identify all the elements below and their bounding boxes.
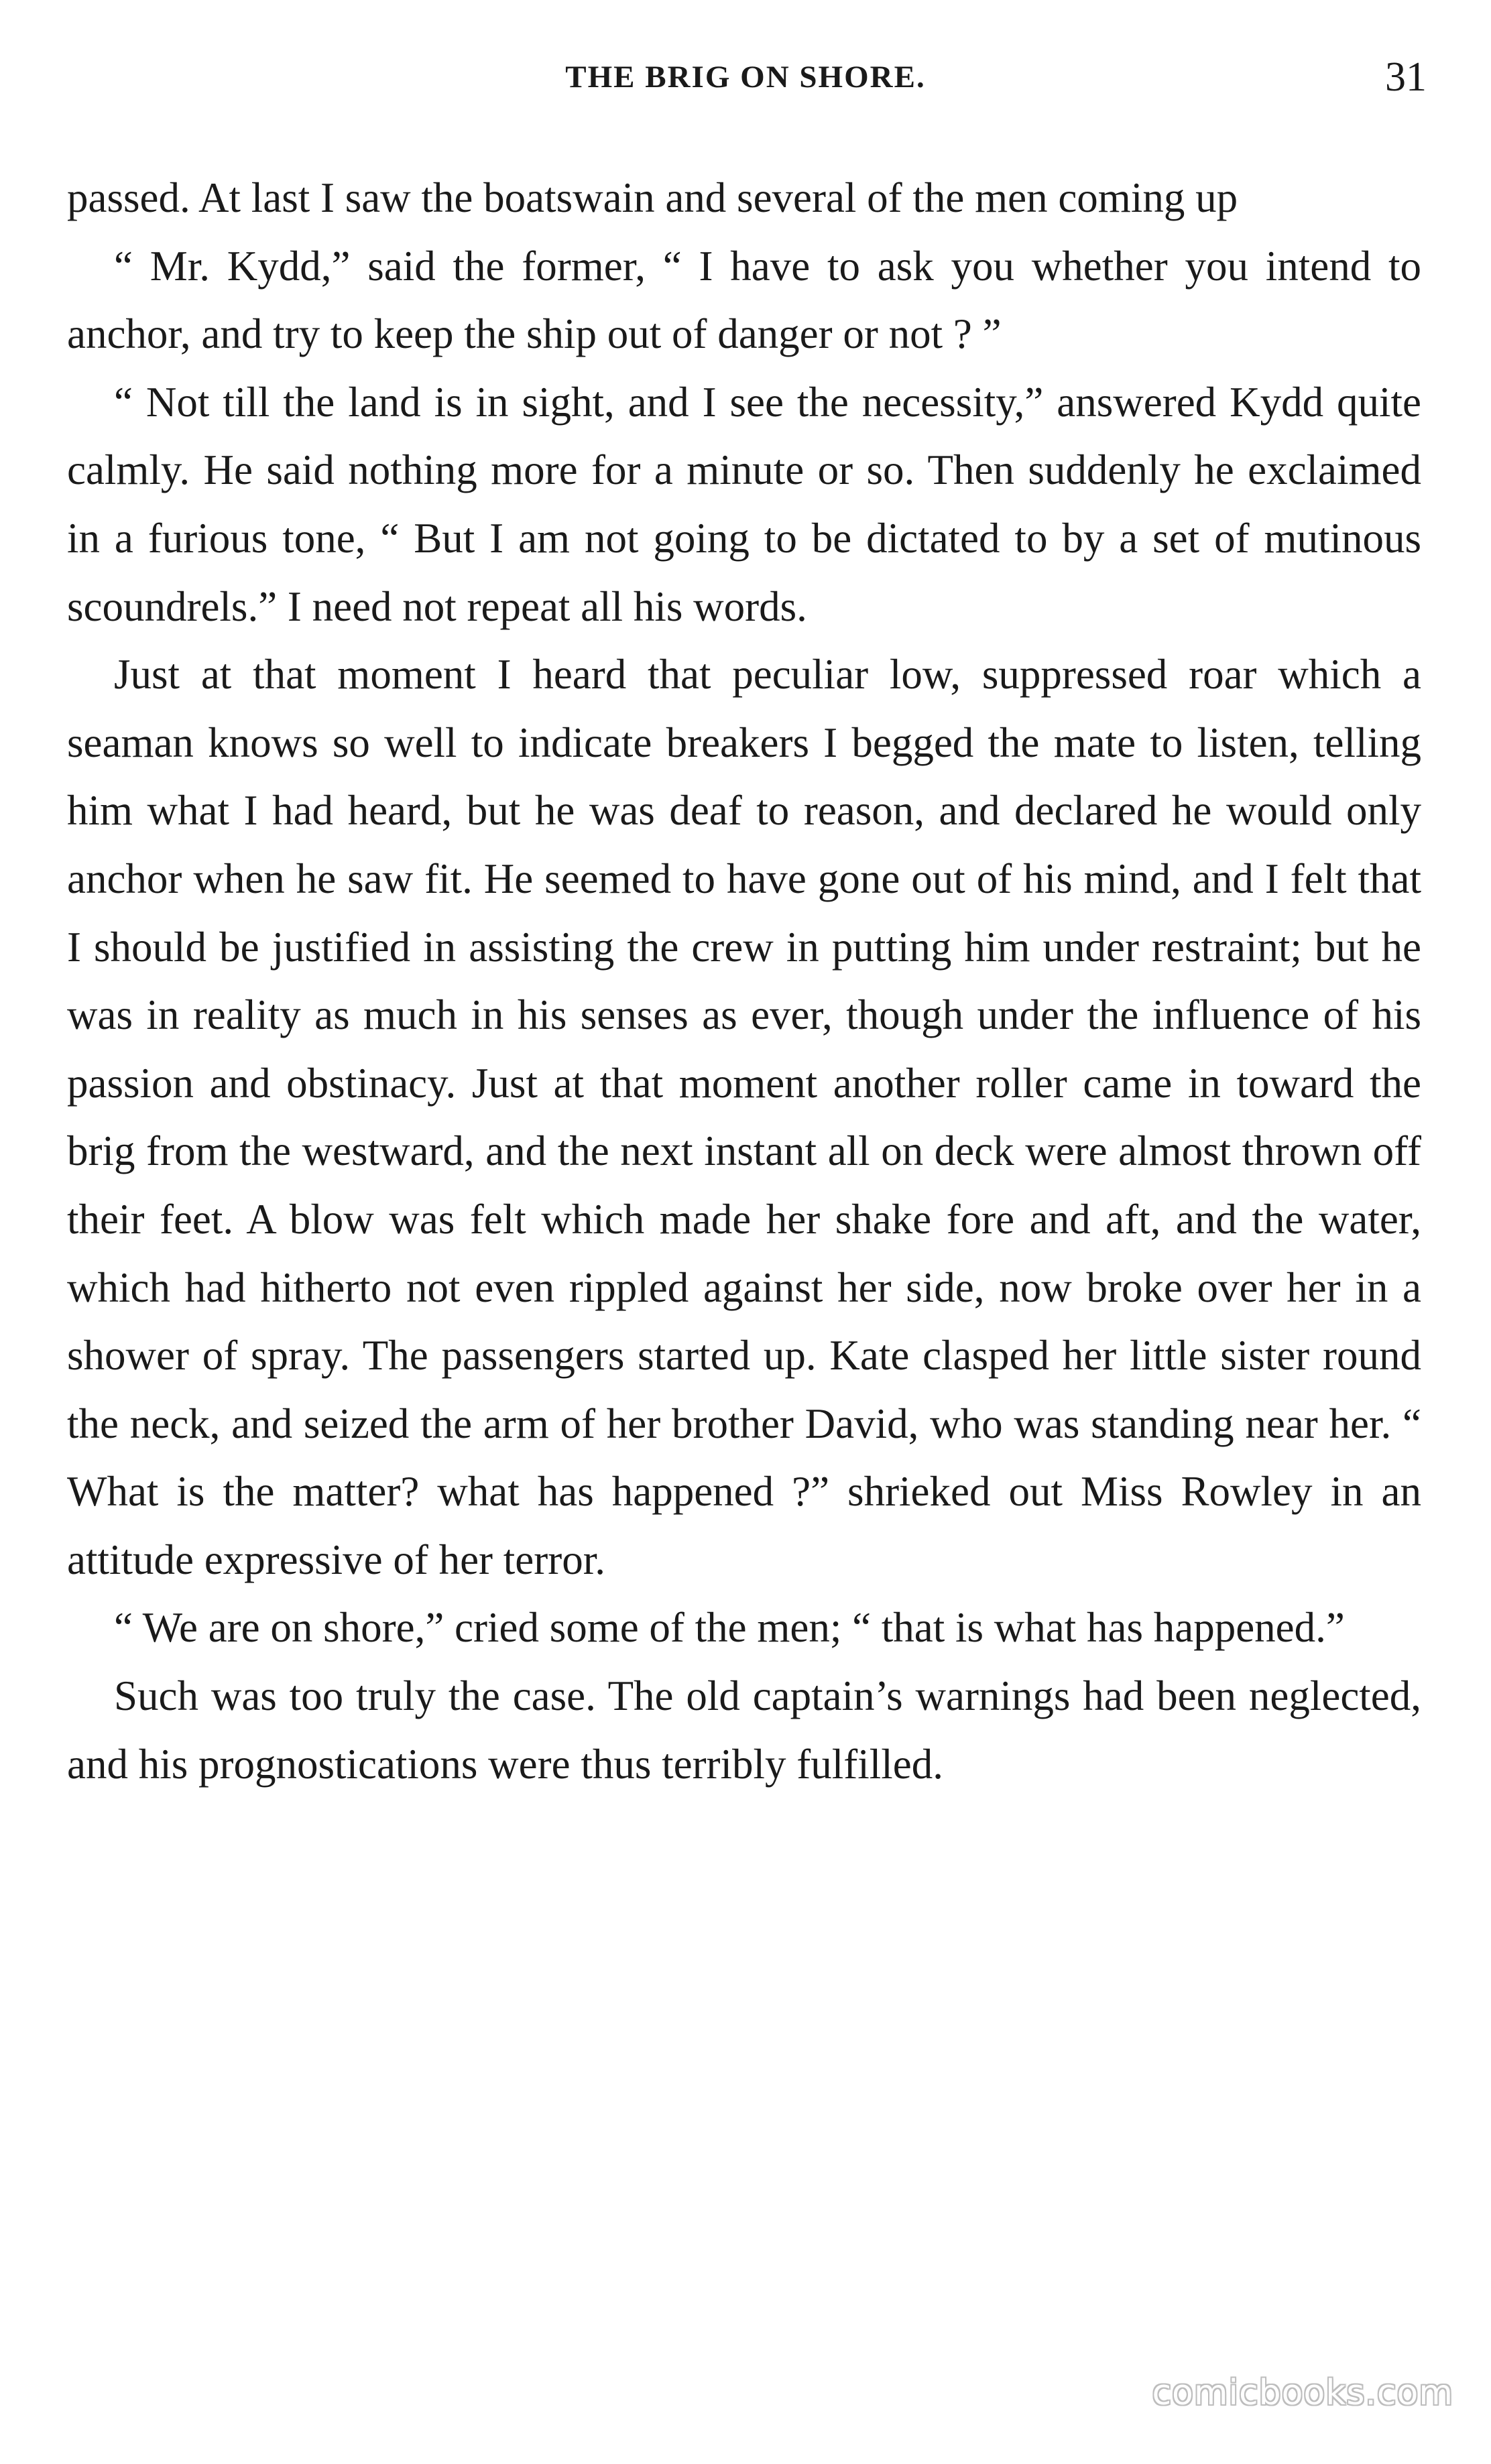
paragraph: passed. At last I saw the boatswain and several of the men coming up (67, 174, 1238, 221)
page-number: 31 (1385, 54, 1427, 100)
running-head (0, 54, 1491, 113)
paragraph: “ Mr. Kydd,” said the former, “ I have to ask you whether you intend to anchor, and try to keep the ship out of danger or not ? ” (67, 242, 1421, 358)
paragraph: “ Not till the land is in sight, and I see the necessity,” answered Kydd quite calmly. He said nothing more for a minute or so. Then suddenly he exclaimed in a furious tone, “ But I am not going to be dictated to by a set of mutinous scoundrels.” I need not repeat all his words. (67, 378, 1421, 630)
running-title: THE BRIG ON SHORE. (565, 60, 926, 95)
paragraph: Just at that moment I heard that peculiar low, suppressed roar which a seaman knows so well to indicate breakers I begged the mate to listen, telling him what I had heard, but he was deaf to reason, and declared he would only anchor when he saw fit. He seemed to have gone out of his mind, and I felt that I should be justified in assisting the crew in putting him under restraint; but he was in reality as much in his senses as ever, though under the influence of his passion and obstinacy. Just at that moment another roller came in toward the brig from the westward, and the next instant all on deck were almost thrown off their feet. A blow was felt which made her shake fore and aft, and the water, which had hitherto not even rippled against her side, now broke over her in a shower of spray. The passengers started up. Kate clasped her little sister round the neck, and seized the arm of her brother David, who was standing near her. “ What is the matter? what has happened ?” shrieked out Miss Rowley in an attitude expressive of her terror. (67, 651, 1421, 1583)
paragraph: Such was too truly the case. The old captain’s warnings had been neglected, and his prognostications were thus terribly fulfilled. (67, 1672, 1421, 1788)
paragraph: “ We are on shore,” cried some of the men; “ that is what has happened.” (114, 1604, 1345, 1652)
body-text (67, 164, 1421, 1798)
watermark: comicbooks.com (1152, 2373, 1453, 2413)
